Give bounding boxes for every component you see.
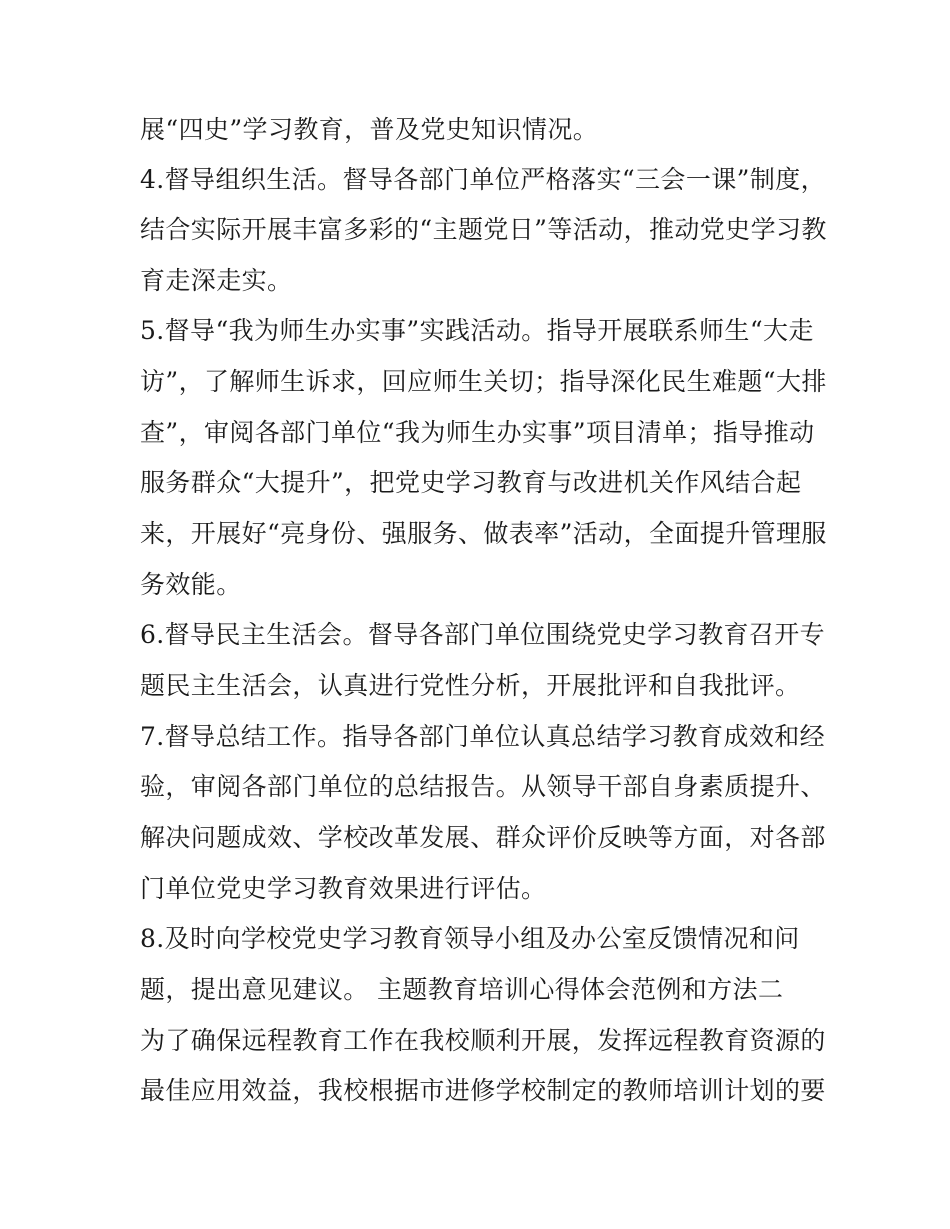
text-line: 解决问题成效、学校改革发展、群众评价反映等方面，对各部	[140, 823, 826, 852]
text-line: 为了确保远程教育工作在我校顺利开展，发挥远程教育资源的	[140, 1026, 826, 1055]
text-line: 题，提出意见建议。 主题教育培训心得体会范例和方法二	[140, 975, 784, 1004]
text-line: 来，开展好“亮身份、强服务、做表率”活动，全面提升管理服	[140, 519, 827, 548]
text-line: 结合实际开展丰富多彩的“主题党日”等活动，推动党史学习教	[140, 215, 827, 244]
text-line: 最佳应用效益，我校根据市进修学校制定的教师培训计划的要	[140, 1076, 826, 1105]
text-line: 7.督导总结工作。指导各部门单位认真总结学习教育成效和经	[140, 722, 826, 751]
text-line: 服务群众“大提升”，把党史学习教育与改进机关作风结合起	[140, 468, 802, 497]
text-line: 育走深走实。	[140, 266, 293, 295]
text-line: 访”，了解师生诉求，回应师生关切；指导深化民生难题“大排	[140, 367, 827, 396]
text-line: 4.督导组织生活。督导各部门单位严格落实“三会一课”制度，	[140, 165, 827, 194]
text-line: 查”，审阅各部门单位“我为师生办实事”项目清单；指导推动	[140, 418, 815, 447]
text-line: 6.督导民主生活会。督导各部门单位围绕党史学习教育召开专	[140, 620, 826, 649]
text-line: 8.及时向学校党史学习教育领导小组及办公室反馈情况和问	[140, 924, 800, 953]
text-line: 务效能。	[140, 570, 242, 599]
text-line: 展“四史”学习教育，普及党史知识情况。	[140, 115, 599, 144]
text-line: 门单位党史学习教育效果进行评估。	[140, 874, 547, 903]
text-line: 题民主生活会，认真进行党性分析，开展批评和自我批评。	[140, 671, 801, 700]
text-line: 5.督导“我为师生办实事”实践活动。指导开展联系师生“大走	[140, 316, 814, 345]
text-line: 验，审阅各部门单位的总结报告。从领导干部自身素质提升、	[140, 772, 826, 801]
